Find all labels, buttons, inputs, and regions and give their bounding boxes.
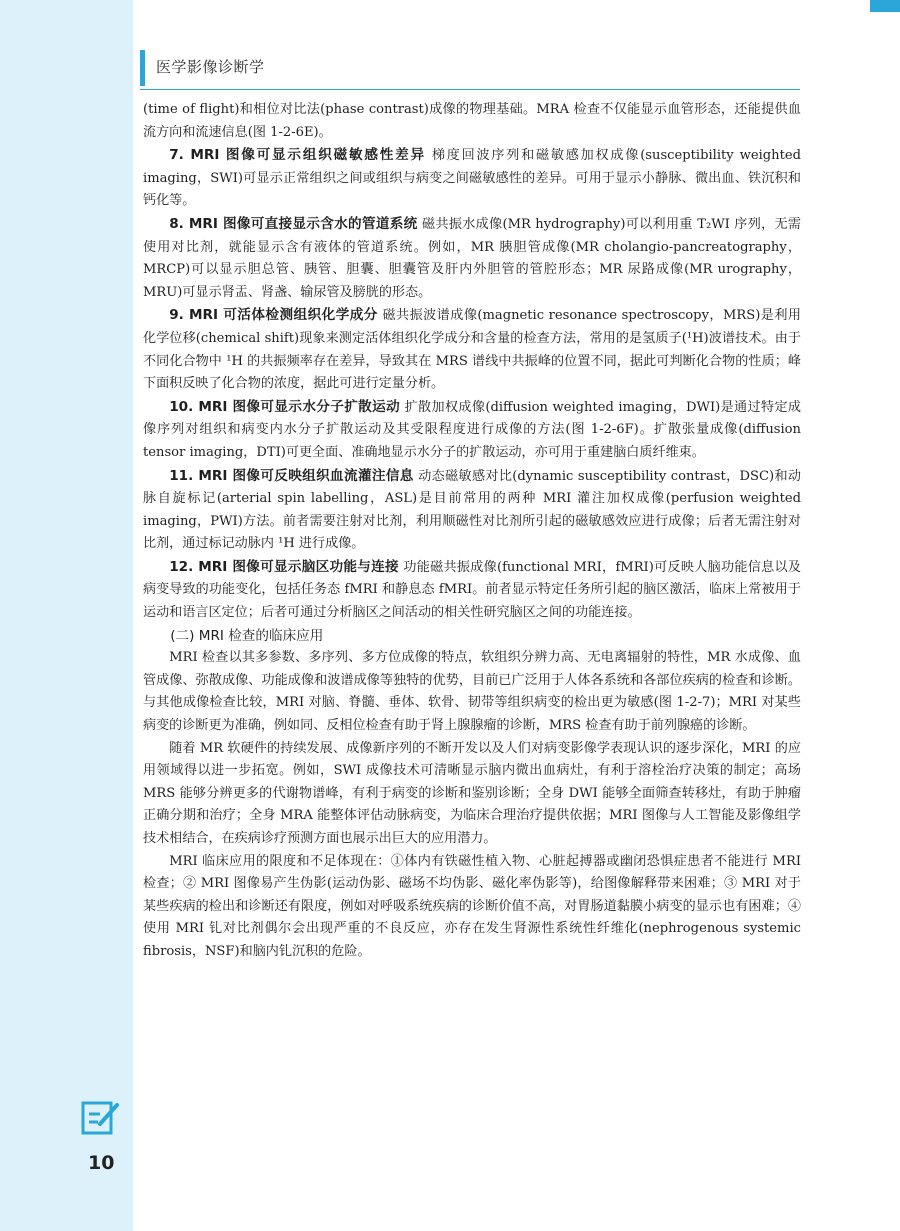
page-body: [143, 99, 801, 964]
header-rule: [140, 89, 800, 90]
paragraph-text: 梯度回波序列和磁敏感加权成像(susceptibility weighted imaging，SWI)可显示正常组织之间或组织与病变之间磁敏感性的差异。可用于显示小静脉、微出血、铁沉积和钙化等。: [143, 148, 801, 209]
paragraph-item-9: [143, 304, 801, 395]
item-heading: 10. MRI 图像可显示水分子扩散运动: [169, 398, 401, 415]
item-heading: 11. MRI 图像可反映组织血流灌注信息: [169, 467, 414, 484]
section-paragraph: MRI 临床应用的限度和不足体现在：①体内有铁磁性植入物、心脏起搏器或幽闭恐惧症患者不能进行 MRI 检查；② MRI 图像易产生伪影(运动伪影、磁场不均伪影、磁化率伪影等)，给图像解释带来困难；③ MRI 对于某些疾病的检出和诊断还有限度，例如对呼吸系统疾病的诊断价值不高，对胃肠道黏膜小病变的显示也有困难；④使用 MRI 钆对比剂偶尔会出现严重的不良反应，亦存在发生肾源性系统性纤维化(nephrogenous systemic fibrosis，NSF)和脑内钆沉积的危险。: [143, 853, 801, 959]
paragraph-item-8: [143, 213, 801, 304]
notes-edit-icon: [80, 1097, 120, 1137]
paragraph-text: 动态磁敏感对比(dynamic susceptibility contrast，DSC)和动脉自旋标记(arterial spin labelling，ASL)是目前常用的两种 MRI 灌注加权成像(perfusion weighted imaging，PWI)方法。前者需要注射对比剂，利用顺磁性对比剂所引起的磁敏感效应进行成像；后者无需注射对比剂，通过标记动脉内 ¹H 进行成像。: [143, 468, 801, 552]
page-number: 10: [88, 1152, 115, 1174]
section-heading: (二) MRI 检查的临床应用: [170, 627, 324, 644]
paragraph-item-11: [143, 465, 801, 556]
paragraph-continuation: [143, 99, 801, 144]
margin-stripe: [0, 0, 133, 1231]
section-paragraph: 随着 MR 软硬件的持续发展、成像新序列的不断开发以及人们对病变影像学表现认识的逐步深化，MRI 的应用领域得以进一步拓宽。例如，SWI 成像技术可清晰显示脑内微出血病灶，有利于溶栓治疗决策的制定；高场 MRS 能够分辨更多的代谢物谱峰，有利于病变的诊断和鉴别诊断；全身 DWI 能够全面筛查转移灶，有助于肿瘤正确分期和治疗；全身 MRA 能整体评估动脉病变，为临床合理治疗提供依据；MRI 图像与人工智能及影像组学技术相结合，在疾病诊疗预测方面也展示出巨大的应用潜力。: [143, 740, 801, 846]
item-heading: 8. MRI 图像可直接显示含水的管道系统: [169, 215, 418, 232]
item-heading: 12. MRI 图像可显示脑区功能与连接: [169, 558, 399, 575]
running-header-title: 医学影像诊断学: [156, 58, 265, 76]
header-accent-bar: [140, 50, 145, 86]
paragraph-text: 扩散加权成像(diffusion weighted imaging，DWI)是通过特定成像序列对组织和病变内水分子扩散运动及其受限程度进行成像的方法(图 1-2-6F)。扩散张量成像(diffusion tensor imaging，DTI)可更全面、准确地显示水分子的扩散运动，亦可用于重建脑白质纤维束。: [143, 399, 801, 460]
paragraph-text: 磁共振水成像(MR hydrography)可以利用重 T₂WI 序列，无需使用对比剂，就能显示含有液体的管道系统。例如，MR 胰胆管成像(MR cholangio-pancreatography，MRCP)可以显示胆总管、胰管、胆囊、胆囊管及肝内外胆管的管腔形态；MR 尿路成像(MR urography，MRU)可显示肾盂、肾盏、输尿管及膀胱的形态。: [143, 216, 801, 300]
paragraph-text: 功能磁共振成像(functional MRI，fMRI)可反映人脑功能信息以及病变导致的功能变化，包括任务态 fMRI 和静息态 fMRI。前者显示特定任务所引起的脑区激活，临床上常被用于运动和语言区定位；后者可通过分析脑区之间活动的相关性研究脑区之间的功能连接。: [143, 559, 801, 621]
paragraph-item-12: [143, 556, 801, 625]
item-heading: 7. MRI 图像可显示组织磁敏感性差异: [169, 147, 426, 164]
item-heading: 9. MRI 可活体检测组织化学成分: [169, 307, 378, 324]
paragraph-item-10: [143, 396, 801, 465]
paragraph-item-7: [143, 144, 801, 213]
section-paragraph: MRI 检查以其多参数、多序列、多方位成像的特点，软组织分辨力高、无电离辐射的特性，MR 水成像、血管成像、弥散成像、功能成像和波谱成像等独特的优势，目前已广泛用于人体各系统和各部位疾病的检查和诊断。与其他成像检查比较，MRI 对脑、脊髓、垂体、软骨、韧带等组织病变的检出更为敏感(图 1-2-7)；MRI 对某些病变的诊断更为准确，例如同、反相位检查有助于肾上腺腺瘤的诊断，MRS 检查有助于前列腺癌的诊断。: [143, 650, 801, 734]
paragraph-text: 磁共振波谱成像(magnetic resonance spectroscopy，MRS)是利用化学位移(chemical shift)现象来测定活体组织化学成分和含量的检查方法，常用的是氢质子(¹H)波谱技术。由于不同化合物中 ¹H 的共振频率存在差异，导致其在 MRS 谱线中共振峰的位置不同，据此可判断化合物的性质；峰下面积反映了化合物的浓度，据此可进行定量分析。: [143, 308, 801, 392]
corner-tab: [870, 0, 900, 12]
paragraph-text: (time of flight)和相位对比法(phase contrast)成像的物理基础。MRA 检查不仅能显示血管形态，还能提供血流方向和流速信息(图 1-2-6E)。: [143, 102, 801, 140]
